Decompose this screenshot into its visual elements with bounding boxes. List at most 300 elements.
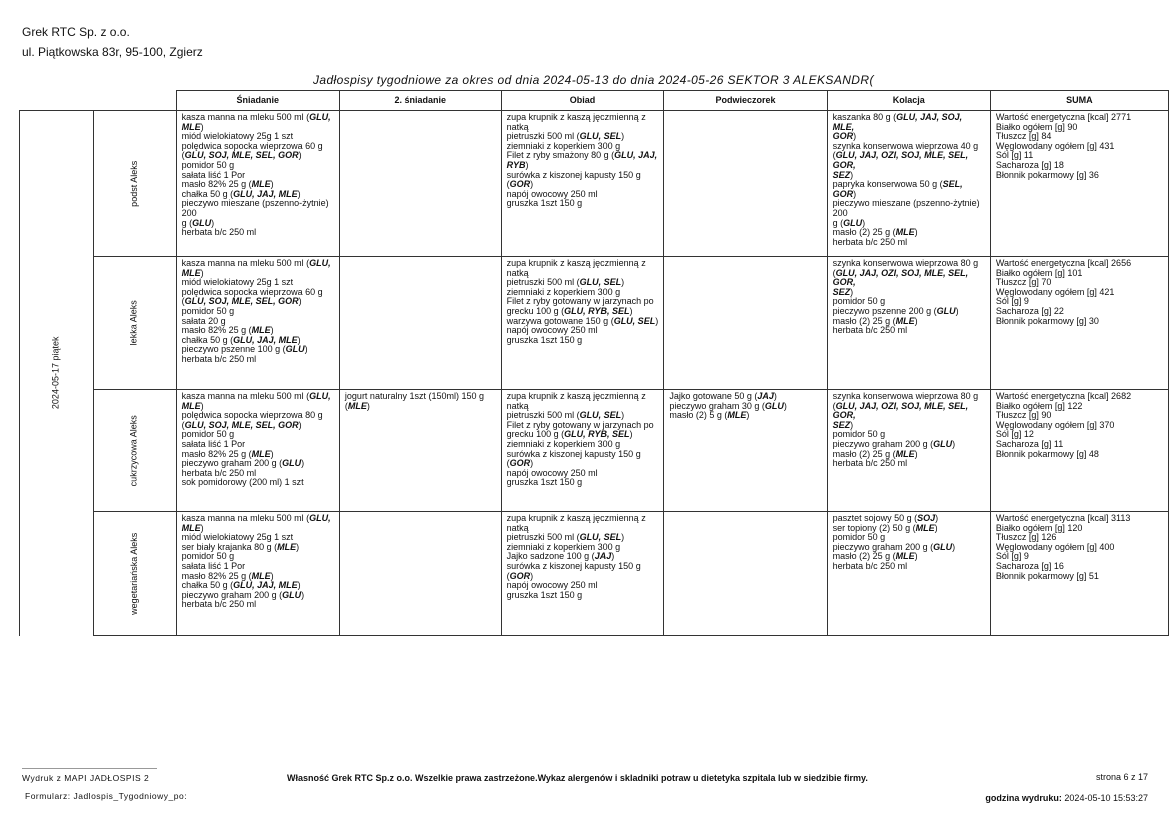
allergen-codes: GLU, JAJ,: [614, 150, 658, 161]
menu-text: ): [773, 391, 777, 401]
menu-line: [345, 402, 496, 412]
menu-text: ): [270, 448, 274, 459]
menu-text: ): [621, 131, 625, 142]
allergen-codes: GLU, SOJ, MLE, SEL, GOR: [184, 296, 299, 307]
menu-line: [833, 459, 985, 469]
menu-text: ): [655, 315, 659, 326]
menu-text: pietruszki 500 ml (: [506, 277, 580, 288]
menu-line: [507, 336, 659, 346]
menu-line: [182, 392, 334, 402]
menu-text: pietruszki 500 ml (: [506, 532, 580, 543]
menu-line: [996, 450, 1163, 460]
menu-text: szynka konserwowa wieprzowa 80 g: [832, 258, 979, 268]
allergen-codes: GLU, JAJ, MLE: [233, 188, 298, 199]
print-time-value: 2024-05-10 15:53:27: [1064, 793, 1148, 803]
menu-text: ): [850, 286, 854, 297]
menu-text: Tłuszcz [g] 90: [995, 410, 1052, 421]
menu-line: [996, 171, 1163, 181]
menu-line: [507, 562, 659, 581]
menu-text: ziemniaki z koperkiem 300 g: [506, 541, 621, 552]
menu-text: masło 82% 25 g (: [181, 448, 252, 459]
menu-text: Błonnik pokarmowy [g] 48: [995, 448, 1099, 459]
allergen-codes: MLE: [895, 315, 915, 326]
menu-text: pomidor 50 g: [181, 159, 235, 170]
menu-text: Wartość energetyczna [kcal] 2771: [995, 112, 1132, 122]
menu-text: ): [298, 419, 302, 430]
diet-name-cell: [93, 390, 176, 512]
allergen-codes: GLU, SEL: [579, 532, 622, 543]
menu-text: pieczywo graham 30 g (: [669, 400, 765, 411]
allergen-codes: MLE: [251, 570, 271, 581]
menu-text: ): [621, 277, 625, 288]
menu-text: herbata b/c 250 ml: [832, 560, 908, 571]
menu-text: masło (2) 25 g (: [832, 448, 896, 459]
cell-podwieczorek: [664, 390, 827, 512]
column-header-sniadanie: Śniadanie: [176, 91, 339, 111]
menu-text: (: [181, 419, 185, 430]
menu-line: [833, 180, 985, 199]
menu-line: [507, 392, 659, 411]
allergen-codes: SEL, GOR: [832, 179, 963, 199]
diet-row: [20, 257, 1169, 390]
menu-text: pieczywo graham 200 g (: [181, 458, 283, 469]
menu-text: herbata b/c 250 ml: [832, 458, 908, 469]
menu-text: kasza manna na mleku 500 ml (: [181, 391, 310, 401]
diet-name-label: podst Aleks: [128, 160, 139, 207]
menu-text: Białko ogółem [g] 120: [995, 522, 1083, 533]
cell-sniadanie: [176, 111, 339, 257]
menu-text: g (: [832, 217, 844, 228]
diet-name-cell: [93, 257, 176, 390]
menu-text: zupa krupnik z kaszą jęczmienną z natką: [506, 391, 646, 411]
column-header-suma: SUMA: [990, 91, 1168, 111]
menu-text: napój owocowy 250 ml: [506, 325, 598, 336]
menu-line: [833, 199, 985, 218]
menu-text: chałka 50 g (: [181, 580, 234, 591]
menu-text: (: [832, 400, 836, 411]
menu-text: ): [296, 541, 300, 552]
menu-text: ): [297, 334, 301, 345]
menu-text: ): [783, 400, 787, 411]
menu-text: napój owocowy 250 ml: [506, 188, 598, 199]
menu-text: Sól [g] 9: [995, 551, 1029, 562]
menu-text: herbata b/c 250 ml: [832, 325, 908, 336]
menu-text: ): [935, 513, 939, 523]
allergen-codes: GLU, JAJ, SOJ, MLE,: [832, 112, 963, 132]
menu-text: ): [301, 589, 305, 600]
allergen-codes: MLE: [181, 522, 201, 533]
footer-ownership-note: Własność Grek RTC Sp.z o.o. Wszelkie prawa zastrzeżone.Wykaz alergenów i skladniki potraw u dietetyka szpitala lub w siedzibie firmy.: [287, 773, 868, 783]
menu-text: Węglowodany ogółem [g] 370: [995, 419, 1115, 430]
allergen-codes: MLE: [347, 400, 367, 411]
menu-line: [833, 151, 985, 170]
cell-obiad: [501, 111, 664, 257]
menu-text: masło 82% 25 g (: [181, 179, 252, 190]
cell-suma: [990, 512, 1168, 636]
menu-text: sałata liść 1 Por: [181, 560, 246, 571]
menu-text: pieczywo pszenne 200 g (: [832, 305, 937, 316]
menu-text: ): [850, 419, 854, 430]
menu-line: [669, 411, 821, 421]
menu-line: [833, 113, 985, 132]
menu-text: ): [952, 541, 956, 552]
allergen-codes: MLE: [895, 551, 915, 562]
company-name: Grek RTC Sp. z o.o.: [22, 25, 130, 39]
allergen-codes: GLU, JAJ, OZI, SOJ, MLE, SEL, GOR,: [832, 267, 969, 288]
menu-text: herbata b/c 250 ml: [832, 236, 908, 247]
menu-text: Sól [g] 12: [995, 429, 1034, 440]
menu-text: (: [181, 150, 185, 161]
cell-obiad: [501, 390, 664, 512]
menu-text: pomidor 50 g: [832, 296, 886, 307]
allergen-codes: GLU, JAJ, MLE: [233, 580, 298, 591]
allergen-codes: JAJ: [594, 551, 612, 562]
menu-text: ): [530, 179, 534, 190]
menu-text: ): [952, 438, 956, 449]
menu-text: polędwica sopocka wieprzowa 60 g: [181, 286, 323, 297]
allergen-codes: GLU: [285, 344, 305, 355]
allergen-codes: GLU,: [309, 513, 331, 523]
menu-text: Filet z ryby gotowany w jarzynach po: [506, 296, 654, 307]
menu-text: pieczywo graham 200 g (: [181, 589, 283, 600]
menu-text: chałka 50 g (: [181, 188, 234, 199]
menu-text: kasza manna na mleku 500 ml (: [181, 258, 310, 268]
menu-text: Błonnik pokarmowy [g] 36: [995, 169, 1099, 180]
cell-kolacja: [827, 512, 990, 636]
column-header-2-sniadanie: 2. śniadanie: [339, 91, 501, 111]
menu-text: kasza manna na mleku 500 ml (: [181, 112, 310, 122]
menu-text: zupa krupnik z kaszą jęczmienną z natką: [506, 258, 646, 278]
menu-text: ): [270, 325, 274, 336]
menu-text: szynka konserwowa wieprzowa 80 g: [832, 391, 979, 401]
menu-text: Błonnik pokarmowy [g] 51: [995, 570, 1099, 581]
allergen-codes: MLE: [181, 121, 201, 132]
allergen-codes: GOR: [509, 570, 531, 581]
menu-text: ): [621, 532, 625, 543]
cell-kolacja: [827, 111, 990, 257]
allergen-codes: SEZ: [832, 419, 851, 430]
menu-text: ): [298, 296, 302, 307]
menu-text: Sól [g] 9: [995, 296, 1029, 307]
menu-text: ): [200, 267, 204, 278]
print-time-label: godzina wydruku:: [985, 793, 1062, 803]
menu-text: Wartość energetyczna [kcal] 2656: [995, 258, 1132, 268]
menu-text: ziemniaki z koperkiem 300 g: [506, 286, 621, 297]
menu-text: pomidor 50 g: [181, 305, 235, 316]
cell-kolacja: [827, 390, 990, 512]
allergen-codes: MLE: [181, 267, 201, 278]
footer-printout: Wydruk z MAPI JADŁOSPIS 2: [22, 773, 150, 783]
allergen-codes: GLU: [843, 217, 863, 228]
diet-row: [20, 512, 1169, 636]
menu-table: [19, 90, 1169, 636]
menu-text: Białko ogółem [g] 90: [995, 121, 1078, 132]
menu-line: [182, 600, 334, 610]
menu-text: ziemniaki z koperkiem 300 g: [506, 438, 621, 449]
allergen-codes: MLE: [915, 522, 935, 533]
menu-text: miód wielokiatowy 25g 1 szt: [181, 277, 294, 288]
menu-text: ): [301, 458, 305, 469]
menu-text: pieczywo mieszane (pszenno-żytnie) 200: [181, 198, 329, 218]
menu-text: sałata liść 1 Por: [181, 169, 246, 180]
allergen-codes: SEZ: [832, 169, 851, 180]
footer-divider: [22, 768, 157, 769]
column-header-podwieczorek: Podwieczorek: [664, 91, 827, 111]
cell-2-sniadanie: [339, 111, 501, 257]
menu-text: masło (2) 5 g (: [669, 410, 728, 421]
diet-row: [20, 111, 1169, 257]
menu-text: ): [914, 315, 918, 326]
menu-text: Filet z ryby gotowany w jarzynach po: [506, 419, 654, 430]
menu-text: zupa krupnik z kaszą jęczmienną z natką: [506, 513, 646, 533]
menu-line: [996, 317, 1163, 327]
menu-text: ): [955, 305, 959, 316]
menu-text: (: [344, 400, 348, 411]
allergen-codes: MLE: [251, 325, 271, 336]
page-title: Jadłospisy tygodniowe za okres od dnia 2024-05-13 do dnia 2024-05-26 SEKTOR 3 ALEKSANDR(: [313, 73, 874, 87]
allergen-codes: GLU, SEL: [613, 315, 656, 326]
cell-podwieczorek: [664, 111, 827, 257]
menu-text: sałata 20 g: [181, 315, 226, 326]
allergen-codes: GLU: [933, 541, 953, 552]
header-spacer: [20, 91, 94, 111]
menu-text: pomidor 50 g: [832, 429, 886, 440]
menu-text: pieczywo graham 200 g (: [832, 541, 934, 552]
menu-line: [507, 591, 659, 601]
menu-text: masło (2) 25 g (: [832, 315, 896, 326]
cell-podwieczorek: [664, 257, 827, 390]
menu-text: (: [832, 267, 836, 278]
menu-text: miód wielokiatowy 25g 1 szt: [181, 532, 294, 543]
menu-text: ): [211, 217, 215, 228]
footer-page-number: strona 6 z 17: [1095, 772, 1148, 782]
menu-text: Wartość energetyczna [kcal] 2682: [995, 391, 1132, 401]
allergen-codes: GLU, JAJ, MLE: [233, 334, 298, 345]
allergen-codes: GLU, JAJ, OZI, SOJ, MLE, SEL, GOR,: [832, 150, 969, 170]
menu-text: (: [181, 296, 185, 307]
menu-text: ): [270, 179, 274, 190]
menu-text: Sacharoza [g] 18: [995, 159, 1064, 170]
menu-line: [996, 572, 1163, 582]
cell-suma: [990, 111, 1168, 257]
diet-row: [20, 390, 1169, 512]
allergen-codes: GOR: [832, 131, 854, 142]
cell-2-sniadanie: [339, 257, 501, 390]
menu-text: pietruszki 500 ml (: [506, 410, 580, 421]
menu-text: ): [270, 570, 274, 581]
menu-text: Jajko sadzone 100 g (: [506, 551, 595, 562]
menu-text: Białko ogółem [g] 101: [995, 267, 1083, 278]
allergen-codes: GLU,: [309, 391, 331, 401]
menu-text: ): [914, 227, 918, 238]
menu-text: masło (2) 25 g (: [832, 551, 896, 562]
menu-text: herbata b/c 250 ml: [181, 353, 257, 364]
menu-text: napój owocowy 250 ml: [506, 580, 598, 591]
menu-text: Sacharoza [g] 16: [995, 560, 1064, 571]
allergen-codes: GLU: [192, 217, 212, 228]
menu-text: ): [200, 522, 204, 533]
menu-text: gruszka 1szt 150 g: [506, 589, 583, 600]
allergen-codes: JAJ: [757, 391, 774, 401]
menu-text: ): [200, 121, 204, 132]
menu-text: masło 82% 25 g (: [181, 325, 252, 336]
menu-text: ): [853, 131, 857, 142]
cell-suma: [990, 390, 1168, 512]
diet-name-label: cukrzycowa Aleks: [128, 414, 139, 487]
day-date-label: 2024-05-17 piątek: [50, 336, 61, 410]
menu-line: [182, 113, 334, 123]
diet-name-label: wegetariańska Aleks: [128, 532, 139, 615]
menu-text: Tłuszcz [g] 126: [995, 532, 1057, 543]
menu-text: ): [611, 551, 615, 562]
menu-text: ): [530, 458, 534, 469]
header-spacer: [93, 91, 176, 111]
menu-text: pomidor 50 g: [832, 532, 886, 543]
allergen-codes: GLU: [282, 589, 302, 600]
menu-text: ): [914, 551, 918, 562]
allergen-codes: MLE: [181, 400, 201, 411]
menu-text: ): [297, 188, 301, 199]
menu-text: pietruszki 500 ml (: [506, 131, 580, 142]
menu-line: [182, 514, 334, 524]
menu-text: Jajko gotowane 50 g (: [669, 391, 758, 401]
footer-print-time: [985, 793, 1148, 803]
allergen-codes: GLU, SEL: [579, 410, 622, 421]
menu-text: Tłuszcz [g] 70: [995, 277, 1052, 288]
allergen-codes: SOJ: [917, 513, 936, 523]
menu-text: surówka z kiszonej kapusty 150 g (: [506, 169, 641, 190]
menu-text: pomidor 50 g: [181, 551, 235, 562]
menu-text: ): [850, 169, 854, 180]
allergen-codes: MLE: [895, 448, 915, 459]
menu-text: gruszka 1szt 150 g: [506, 477, 583, 488]
menu-text: miód wielokiatowy 25g 1 szt: [181, 131, 294, 142]
day-date-cell: [20, 111, 94, 636]
cell-suma: [990, 257, 1168, 390]
menu-line: [507, 199, 659, 209]
menu-line: [507, 151, 659, 161]
allergen-codes: GLU,: [309, 258, 331, 268]
column-header-obiad: Obiad: [501, 91, 664, 111]
menu-text: g (: [181, 217, 193, 228]
menu-line: [182, 228, 334, 238]
menu-text: kasza manna na mleku 500 ml (: [181, 513, 310, 523]
menu-text: ): [934, 522, 938, 533]
menu-line: [182, 199, 334, 218]
menu-text: chałka 50 g (: [181, 334, 234, 345]
cell-2-sniadanie: [339, 512, 501, 636]
menu-text: pomidor 50 g: [181, 429, 235, 440]
menu-text: warzywa gotowane 150 g (: [506, 315, 614, 326]
menu-text: Białko ogółem [g] 122: [995, 400, 1083, 411]
menu-text: jogurt naturalny 1szt (150ml) 150 g: [344, 391, 484, 401]
company-address: ul. Piątkowska 83r, 95-100, Zgierz: [22, 45, 203, 59]
menu-text: (: [832, 150, 836, 161]
menu-line: [507, 514, 659, 533]
menu-text: pieczywo pszenne 100 g (: [181, 344, 286, 355]
allergen-codes: GLU, SEL: [579, 277, 622, 288]
allergen-codes: GLU, RYB, SEL: [564, 429, 630, 440]
menu-text: ): [525, 159, 529, 170]
menu-text: Tłuszcz [g] 84: [995, 131, 1052, 142]
menu-line: [833, 269, 985, 288]
menu-text: szynka konserwowa wieprzowa 40 g: [832, 140, 979, 151]
menu-text: papryka konserwowa 50 g (: [832, 179, 943, 190]
menu-text: sok pomidorowy (200 ml) 1 szt: [181, 477, 304, 488]
column-header-kolacja: Kolacja: [827, 91, 990, 111]
diet-name-label: lekka Aleks: [128, 300, 139, 346]
cell-obiad: [501, 512, 664, 636]
menu-text: pieczywo graham 200 g (: [832, 438, 934, 449]
menu-text: ): [304, 344, 308, 355]
allergen-codes: GLU: [936, 305, 956, 316]
menu-text: Filet z ryby smażony 80 g (: [506, 150, 615, 161]
menu-text: ): [298, 150, 302, 161]
menu-text: gruszka 1szt 150 g: [506, 334, 583, 345]
menu-text: ): [914, 448, 918, 459]
cell-kolacja: [827, 257, 990, 390]
cell-2-sniadanie: [339, 390, 501, 512]
allergen-codes: GLU: [933, 438, 953, 449]
menu-text: grecku 100 g (: [506, 429, 565, 440]
menu-text: ): [629, 429, 633, 440]
menu-text: ): [621, 410, 625, 421]
menu-text: masło 82% 25 g (: [181, 570, 252, 581]
menu-text: ): [629, 305, 633, 316]
menu-text: ): [862, 217, 866, 228]
menu-line: [833, 562, 985, 572]
menu-text: Węglowodany ogółem [g] 431: [995, 140, 1115, 151]
menu-text: ): [200, 400, 204, 411]
diet-name-cell: [93, 111, 176, 257]
menu-text: Sacharoza [g] 11: [995, 438, 1064, 449]
column-header-row: [20, 91, 1169, 111]
menu-text: pasztet sojowy 50 g (: [832, 513, 918, 523]
menu-text: Błonnik pokarmowy [g] 30: [995, 315, 1099, 326]
menu-text: herbata b/c 250 ml: [181, 227, 257, 238]
allergen-codes: GLU, JAJ, OZI, SOJ, MLE, SEL, GOR,: [832, 400, 969, 421]
allergen-codes: GLU: [282, 458, 302, 469]
cell-sniadanie: [176, 512, 339, 636]
menu-line: [507, 450, 659, 469]
cell-obiad: [501, 257, 664, 390]
menu-text: ): [366, 400, 370, 411]
menu-text: sałata liść 1 Por: [181, 438, 246, 449]
menu-line: [182, 478, 334, 488]
menu-text: ): [297, 580, 301, 591]
menu-text: gruszka 1szt 150 g: [506, 198, 583, 209]
menu-line: [507, 113, 659, 132]
menu-text: Węglowodany ogółem [g] 421: [995, 286, 1115, 297]
menu-text: Wartość energetyczna [kcal] 3113: [995, 513, 1131, 523]
menu-text: ziemniaki z koperkiem 300 g: [506, 140, 621, 151]
menu-text: ser biały krajanka 80 g (: [181, 541, 278, 552]
menu-text: ): [853, 188, 857, 199]
cell-sniadanie: [176, 390, 339, 512]
menu-text: ): [530, 570, 534, 581]
allergen-codes: GLU, SOJ, MLE, SEL, GOR: [184, 150, 299, 161]
menu-text: masło (2) 25 g (: [832, 227, 896, 238]
allergen-codes: GLU, SEL: [579, 131, 622, 142]
menu-text: napój owocowy 250 ml: [506, 467, 598, 478]
cell-podwieczorek: [664, 512, 827, 636]
allergen-codes: GLU, RYB, SEL: [564, 305, 630, 316]
menu-text: ): [746, 410, 750, 421]
menu-text: Sól [g] 11: [995, 150, 1034, 161]
allergen-codes: MLE: [727, 410, 747, 421]
allergen-codes: MLE: [277, 541, 297, 552]
allergen-codes: MLE: [895, 227, 915, 238]
